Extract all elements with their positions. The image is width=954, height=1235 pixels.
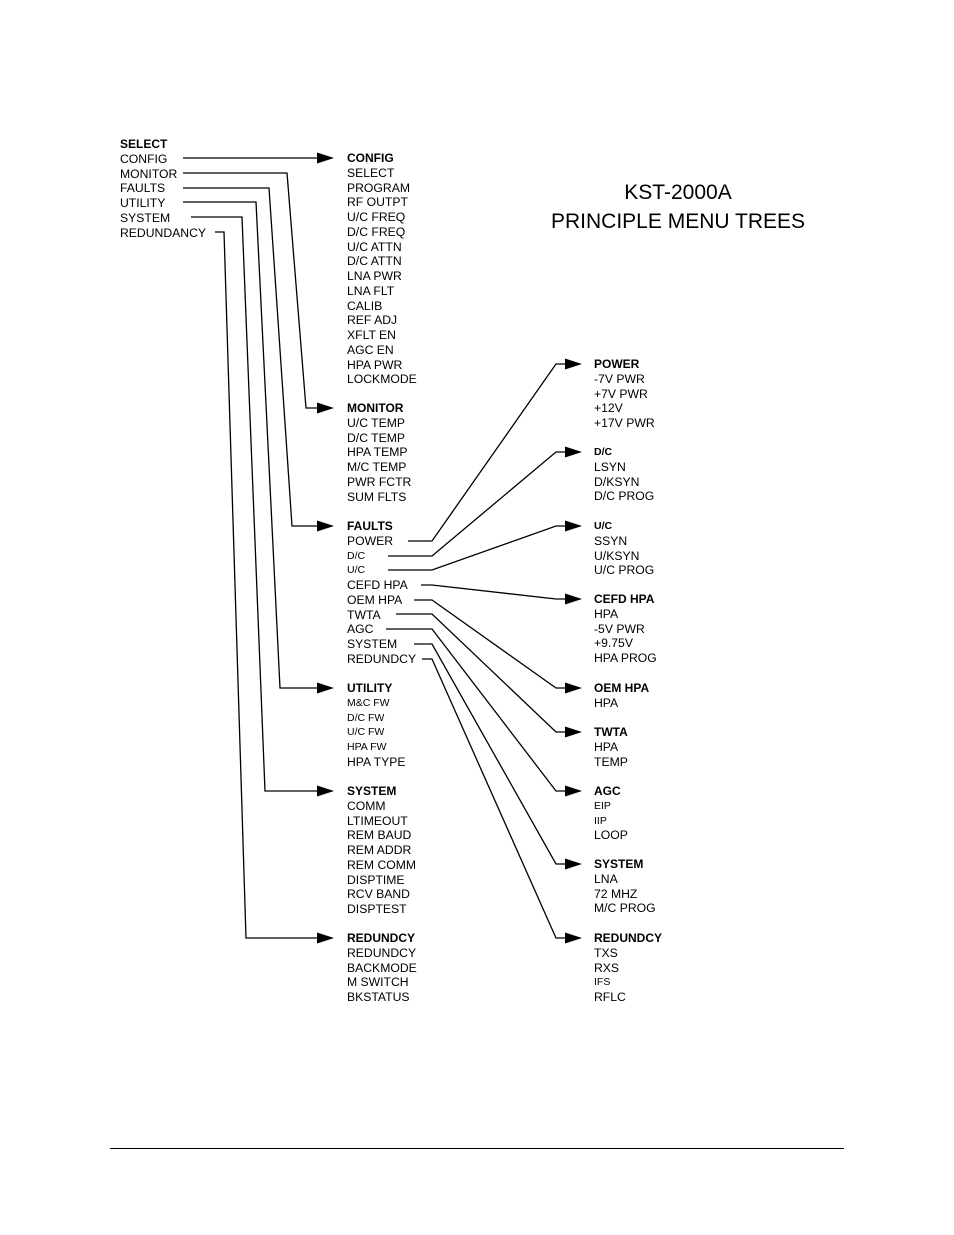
fault-oem-heading: OEM HPA: [594, 681, 650, 695]
faults-menu-heading: FAULTS: [347, 519, 393, 533]
title-line-1: KST-2000A: [624, 181, 732, 204]
utility-item: HPA TYPE: [347, 754, 406, 769]
system-menu-heading: SYSTEM: [347, 784, 397, 798]
redundcy-item: M SWITCH: [347, 975, 409, 990]
monitor-menu-heading: MONITOR: [347, 401, 404, 415]
faults-item-uc[interactable]: U/C: [347, 564, 366, 577]
system-item: DISPTEST: [347, 902, 407, 916]
config-item: XFLT EN: [347, 328, 396, 342]
root-menu-heading: SELECT: [120, 137, 168, 151]
root-item-config[interactable]: CONFIG: [120, 151, 168, 166]
fault-uc-item: U/KSYN: [594, 548, 640, 563]
config-item: PROGRAM: [347, 180, 410, 195]
config-item: REF ADJ: [347, 313, 398, 328]
connector-fault-redundcy: [422, 659, 582, 944]
config-item: D/C ATTN: [347, 254, 402, 269]
config-item: D/C FREQ: [347, 224, 406, 239]
connector-fault-twta: [396, 614, 582, 738]
connector-fault-agc: [386, 629, 582, 797]
fault-dc-item: LSYN: [594, 459, 626, 474]
root-item-monitor[interactable]: MONITOR: [120, 166, 178, 181]
fault-system-item: LNA: [594, 871, 618, 886]
config-item: U/C FREQ: [347, 210, 406, 224]
fault-redundcy-heading: REDUNDCY: [594, 931, 663, 945]
utility-menu-heading: UTILITY: [347, 681, 393, 695]
connector-fault-cefd: [421, 585, 582, 605]
config-item: AGC EN: [347, 342, 394, 357]
faults-item-oem-hpa[interactable]: OEM HPA: [347, 592, 403, 607]
redundcy-item: BKSTATUS: [347, 990, 410, 1004]
fault-twta-item: HPA: [594, 739, 619, 754]
fault-uc-heading: U/C: [594, 520, 613, 532]
connector-fault-uc: [388, 521, 582, 571]
connector-fault-power: [408, 359, 582, 542]
fault-power-item: +12V: [594, 401, 623, 416]
config-item: HPA PWR: [347, 357, 403, 372]
fault-redundcy-item: TXS: [594, 945, 618, 960]
fault-redundcy-item: RXS: [594, 960, 620, 975]
fault-agc-item: EIP: [594, 799, 611, 812]
system-item: LTIMEOUT: [347, 813, 408, 828]
fault-cefd-item: HPA: [594, 606, 619, 621]
fault-power-heading: POWER: [594, 357, 640, 371]
system-item: COMM: [347, 798, 386, 813]
system-item: REM ADDR: [347, 843, 412, 857]
fault-cefd-item: HPA PROG: [594, 651, 657, 665]
utility-item: M&C FW: [347, 696, 390, 709]
fault-redundcy-item: IFS: [594, 976, 611, 989]
fault-dc-item: D/C PROG: [594, 489, 655, 504]
redundcy-menu-heading: REDUNDCY: [347, 931, 416, 945]
connector-fault-oem: [414, 600, 582, 694]
fault-power-item: +17V PWR: [594, 416, 655, 430]
faults-item-cefd-hpa[interactable]: CEFD HPA: [347, 578, 408, 592]
system-item: REM BAUD: [347, 828, 412, 843]
title-line-2: PRINCIPLE MENU TREES: [551, 210, 805, 233]
config-item: SELECT: [347, 165, 395, 180]
monitor-item: U/C TEMP: [347, 415, 406, 430]
monitor-item: D/C TEMP: [347, 430, 406, 445]
connector-fault-dc: [388, 447, 582, 557]
utility-item: U/C FW: [347, 726, 385, 739]
monitor-item: SUM FLTS: [347, 489, 407, 504]
config-item: LOCKMODE: [347, 372, 417, 387]
fault-agc-item: IIP: [594, 814, 607, 827]
system-item: RCV BAND: [347, 887, 410, 902]
config-item: LNA PWR: [347, 269, 402, 283]
faults-item-agc[interactable]: AGC: [347, 622, 374, 637]
root-item-faults[interactable]: FAULTS: [120, 181, 166, 196]
fault-power-item: +7V PWR: [594, 386, 648, 401]
root-item-system[interactable]: SYSTEM: [120, 210, 171, 225]
fault-cefd-item: +9.75V: [594, 636, 633, 651]
fault-uc-item: SSYN: [594, 533, 628, 548]
faults-item-dc[interactable]: D/C: [347, 549, 366, 562]
fault-agc-item: LOOP: [594, 828, 628, 843]
config-menu-heading: CONFIG: [347, 151, 394, 165]
config-item: U/C ATTN: [347, 239, 402, 254]
fault-cefd-item: -5V PWR: [594, 621, 645, 636]
fault-dc-item: D/KSYN: [594, 474, 640, 489]
connector-fault-system: [414, 644, 582, 870]
connector-system: [191, 217, 334, 797]
utility-item: D/C FW: [347, 711, 385, 724]
config-item: RF OUTPT: [347, 195, 408, 210]
root-item-redundancy[interactable]: REDUNDANCY: [120, 225, 206, 240]
fault-redundcy-item: RFLC: [594, 990, 626, 1004]
fault-cefd-heading: CEFD HPA: [594, 592, 655, 606]
fault-oem-item: HPA: [594, 695, 619, 710]
fault-system-item: 72 MHZ: [594, 886, 638, 901]
monitor-item: HPA TEMP: [347, 445, 408, 460]
connector-config: [183, 153, 334, 164]
faults-item-twta[interactable]: TWTA: [347, 607, 381, 622]
system-item: DISPTIME: [347, 872, 405, 887]
monitor-item: PWR FCTR: [347, 474, 412, 489]
config-item: CALIB: [347, 298, 383, 313]
fault-uc-item: U/C PROG: [594, 563, 655, 578]
faults-item-system[interactable]: SYSTEM: [347, 637, 398, 651]
connector-monitor: [183, 173, 334, 414]
redundcy-item: REDUNDCY: [347, 945, 417, 960]
faults-item-redundcy[interactable]: REDUNDCY: [347, 651, 417, 666]
fault-agc-heading: AGC: [594, 784, 621, 798]
fault-twta-heading: TWTA: [594, 725, 628, 739]
fault-system-item: M/C PROG: [594, 901, 656, 916]
utility-item: HPA FW: [347, 741, 387, 753]
root-item-utility[interactable]: UTILITY: [120, 196, 166, 210]
fault-twta-item: TEMP: [594, 754, 628, 769]
config-item: LNA FLT: [347, 283, 395, 298]
system-item: REM COMM: [347, 857, 417, 872]
fault-power-item: -7V PWR: [594, 371, 645, 386]
fault-system-heading: SYSTEM: [594, 857, 644, 871]
monitor-item: M/C TEMP: [347, 460, 407, 474]
redundcy-item: BACKMODE: [347, 960, 417, 975]
fault-dc-heading: D/C: [594, 446, 613, 458]
footer-divider: [110, 1148, 844, 1149]
faults-item-power[interactable]: POWER: [347, 533, 394, 548]
